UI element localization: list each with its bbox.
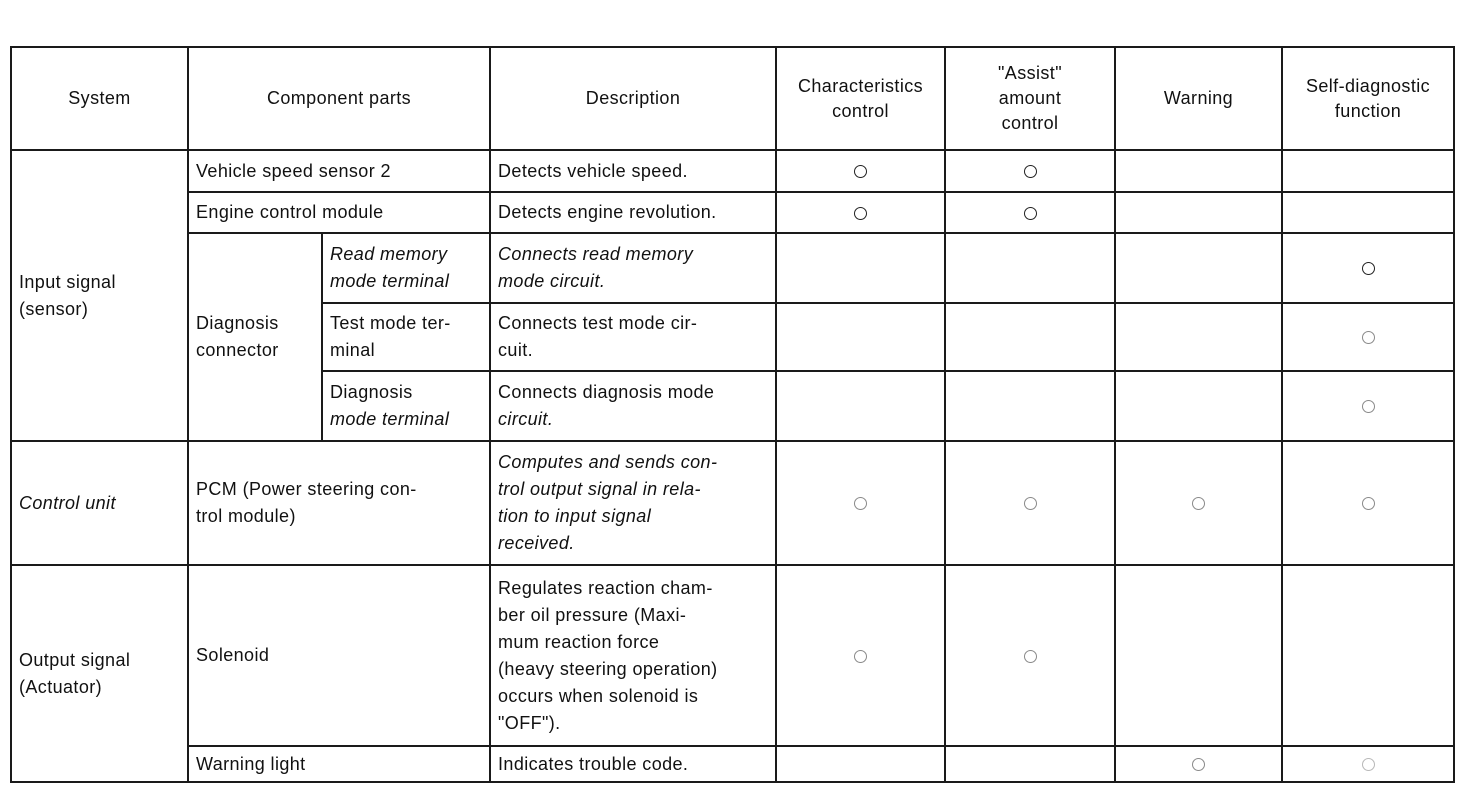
assist-cell — [945, 565, 1115, 746]
component-cell — [188, 441, 490, 565]
subcomponent-line: mode terminal — [330, 271, 450, 291]
component-line: trol module) — [196, 506, 296, 526]
characteristics-cell — [776, 565, 945, 746]
component-cell — [188, 565, 490, 746]
warning-cell — [1115, 192, 1282, 233]
description-cell — [490, 746, 776, 782]
assist-cell — [945, 371, 1115, 441]
description-line: Connects test mode cir- — [498, 313, 698, 333]
header-row — [11, 47, 1454, 150]
description-text: Detects engine revolution. — [498, 202, 717, 222]
warning-cell — [1115, 233, 1282, 303]
description-cell — [490, 303, 776, 371]
description-line: cuit. — [498, 340, 534, 360]
description-line: occurs when solenoid is — [498, 685, 699, 706]
circle-mark-icon — [1024, 165, 1037, 178]
assist-cell — [945, 441, 1115, 565]
characteristics-cell — [776, 192, 945, 233]
component-label: Vehicle speed sensor 2 — [196, 160, 391, 181]
system-label-line: (sensor) — [19, 298, 89, 319]
characteristics-cell — [776, 303, 945, 371]
description-cell — [490, 150, 776, 192]
subcomponent-line: minal — [330, 340, 376, 360]
warning-cell — [1115, 746, 1282, 782]
characteristics-cell — [776, 371, 945, 441]
circle-mark-icon — [1362, 497, 1375, 510]
warning-cell — [1115, 150, 1282, 192]
circle-mark-icon — [1192, 497, 1205, 510]
component-label: Warning light — [196, 753, 306, 774]
description-line: circuit. — [498, 409, 554, 429]
circle-mark-icon — [1024, 650, 1037, 663]
subcomponent-line: Test mode ter- — [330, 313, 451, 333]
diagnosis-connector-cell — [188, 233, 322, 441]
table-row — [11, 565, 1454, 746]
system-label-line: (Actuator) — [19, 676, 103, 697]
component-label: Engine control module — [196, 202, 384, 222]
component-line: PCM (Power steering con- — [196, 479, 417, 499]
description-cell — [490, 441, 776, 565]
description-cell — [490, 233, 776, 303]
table-row — [11, 233, 1454, 303]
circle-mark-icon — [1362, 331, 1375, 344]
system-label: Control unit — [19, 492, 116, 513]
description-line: Connects read memory — [498, 244, 694, 264]
warning-cell — [1115, 371, 1282, 441]
self-diagnostic-cell — [1282, 150, 1454, 192]
subcomponent-line: Diagnosis — [330, 382, 413, 402]
diagnosis-connector-line: connector — [196, 340, 279, 360]
description-cell — [490, 565, 776, 746]
header-characteristics-control — [776, 47, 945, 150]
component-cell — [188, 192, 490, 233]
header-description — [490, 47, 776, 150]
header-component-parts — [188, 47, 490, 150]
description-line: Connects diagnosis mode — [498, 382, 715, 402]
warning-cell — [1115, 303, 1282, 371]
assist-cell — [945, 303, 1115, 371]
description-line: received. — [498, 533, 575, 553]
description-line: tion to input signal — [498, 506, 652, 526]
header-self-diagnostic-line: Self-diagnostic — [1305, 75, 1431, 96]
header-characteristics-line: Characteristics — [798, 75, 924, 96]
header-system-label: System — [68, 88, 131, 108]
description-text: Detects vehicle speed. — [498, 160, 688, 181]
circle-mark-icon — [854, 207, 867, 220]
component-cell — [188, 150, 490, 192]
description-text: Indicates trouble code. — [498, 753, 689, 774]
description-line: mum reaction force — [498, 631, 660, 652]
characteristics-cell — [776, 233, 945, 303]
subcomponent-cell — [322, 371, 490, 441]
assist-cell — [945, 233, 1115, 303]
assist-cell — [945, 150, 1115, 192]
characteristics-cell — [776, 441, 945, 565]
description-line: Computes and sends con- — [498, 452, 718, 472]
header-assist-line: "Assist" — [998, 63, 1063, 83]
system-label-line: Output signal — [19, 649, 131, 670]
circle-mark-icon — [854, 165, 867, 178]
self-diagnostic-cell — [1282, 565, 1454, 746]
subcomponent-cell — [322, 303, 490, 371]
header-component-parts-label: Component parts — [266, 88, 412, 108]
circle-mark-icon — [854, 650, 867, 663]
description-line: Regulates reaction cham- — [498, 577, 713, 598]
circle-mark-icon — [854, 497, 867, 510]
warning-cell — [1115, 565, 1282, 746]
description-line: (heavy steering operation) — [498, 658, 718, 679]
characteristics-cell — [776, 746, 945, 782]
description-line: trol output signal in rela- — [498, 479, 701, 499]
system-label-line: Input signal — [19, 271, 116, 292]
diagnosis-connector-line: Diagnosis — [196, 313, 279, 333]
circle-mark-icon — [1362, 758, 1375, 771]
component-label: Solenoid — [196, 645, 270, 665]
self-diagnostic-cell — [1282, 371, 1454, 441]
header-warning-label: Warning — [1163, 88, 1234, 108]
description-cell — [490, 192, 776, 233]
header-characteristics-line: control — [832, 100, 889, 121]
header-assist-line: amount — [998, 88, 1062, 108]
circle-mark-icon — [1192, 758, 1205, 771]
table-row — [11, 192, 1454, 233]
circle-mark-icon — [1024, 207, 1037, 220]
description-line: ber oil pressure (Maxi- — [498, 604, 687, 625]
warning-cell — [1115, 441, 1282, 565]
function-table-sheet — [10, 46, 1453, 781]
system-function-table — [10, 46, 1455, 783]
header-system — [11, 47, 188, 150]
assist-cell — [945, 192, 1115, 233]
header-self-diagnostic-line: function — [1334, 100, 1402, 121]
system-cell-output — [11, 565, 188, 782]
header-assist-amount-control — [945, 47, 1115, 150]
header-description-label: Description — [585, 88, 681, 108]
self-diagnostic-cell — [1282, 192, 1454, 233]
subcomponent-cell — [322, 233, 490, 303]
table-row — [11, 746, 1454, 782]
component-cell — [188, 746, 490, 782]
assist-cell — [945, 746, 1115, 782]
circle-mark-icon — [1362, 262, 1375, 275]
system-cell-control — [11, 441, 188, 565]
characteristics-cell — [776, 150, 945, 192]
header-assist-line: control — [1001, 113, 1059, 133]
circle-mark-icon — [1024, 497, 1037, 510]
circle-mark-icon — [1362, 400, 1375, 413]
subcomponent-line: mode terminal — [330, 409, 450, 429]
system-cell-input — [11, 150, 188, 441]
description-line: mode circuit. — [498, 271, 606, 291]
self-diagnostic-cell — [1282, 233, 1454, 303]
description-cell — [490, 371, 776, 441]
header-warning — [1115, 47, 1282, 150]
self-diagnostic-cell — [1282, 746, 1454, 782]
table-row — [11, 150, 1454, 192]
self-diagnostic-cell — [1282, 303, 1454, 371]
table-row — [11, 441, 1454, 565]
subcomponent-line: Read memory — [330, 244, 448, 264]
header-self-diagnostic — [1282, 47, 1454, 150]
description-line: "OFF"). — [498, 712, 561, 733]
self-diagnostic-cell — [1282, 441, 1454, 565]
